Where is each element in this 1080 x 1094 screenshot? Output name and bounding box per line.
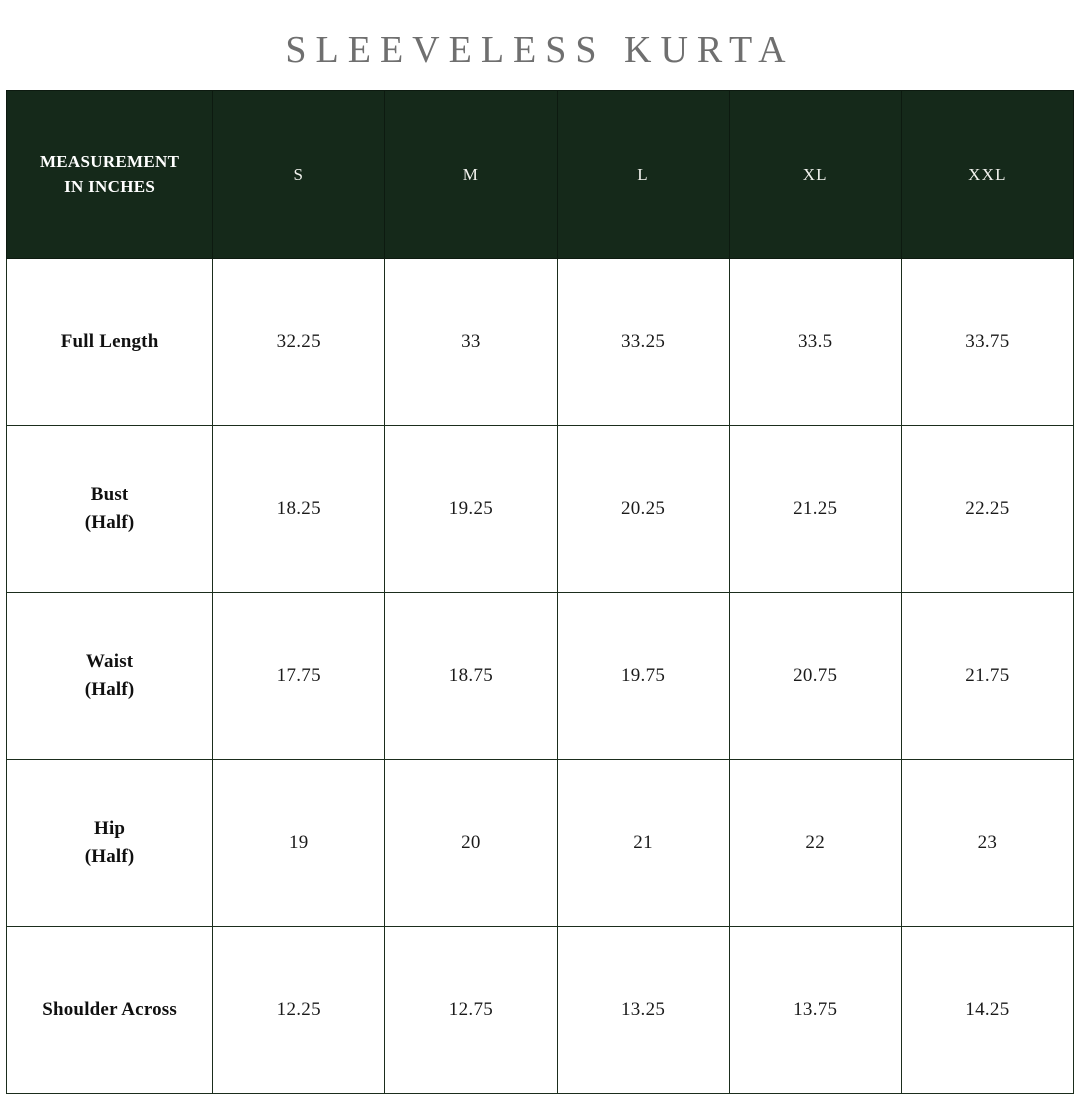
cell-full-length-m: 33 (385, 259, 557, 426)
cell-bust-s: 18.25 (213, 426, 385, 593)
table-header-row (7, 91, 1074, 259)
cell-full-length-xxl: 33.75 (901, 259, 1073, 426)
table-row (7, 259, 1074, 426)
cell-waist-xl: 20.75 (729, 593, 901, 760)
row-label-hip (7, 760, 213, 927)
row-label-line: Bust (90, 484, 129, 506)
row-label-line: Hip (93, 818, 126, 840)
cell-full-length-l: 33.25 (557, 259, 729, 426)
cell-shoulder-s: 12.25 (213, 927, 385, 1094)
size-chart-table (6, 90, 1074, 1094)
row-label-bust (7, 426, 213, 593)
row-label-waist (7, 593, 213, 760)
table-row (7, 593, 1074, 760)
header-measurement-label (7, 91, 213, 259)
header-size-xl: XL (729, 91, 901, 259)
row-label-sub: (Half) (84, 679, 135, 700)
cell-hip-xxl: 23 (901, 760, 1073, 927)
table-body (7, 259, 1074, 1094)
row-label-line: Full Length (60, 331, 159, 353)
row-label-shoulder-across (7, 927, 213, 1094)
header-size-s: S (213, 91, 385, 259)
cell-shoulder-xl: 13.75 (729, 927, 901, 1094)
cell-shoulder-xxl: 14.25 (901, 927, 1073, 1094)
row-label-sub: (Half) (84, 512, 135, 533)
table-row (7, 927, 1074, 1094)
cell-hip-s: 19 (213, 760, 385, 927)
row-label-sub: (Half) (84, 846, 135, 867)
cell-waist-l: 19.75 (557, 593, 729, 760)
header-size-m: M (385, 91, 557, 259)
cell-bust-m: 19.25 (385, 426, 557, 593)
cell-waist-xxl: 21.75 (901, 593, 1073, 760)
header-measurement-line-2: IN INCHES (64, 176, 156, 196)
header-measurement-line-1: MEASUREMENT (39, 151, 180, 171)
size-chart-container (0, 90, 1080, 1094)
cell-bust-l: 20.25 (557, 426, 729, 593)
cell-waist-s: 17.75 (213, 593, 385, 760)
row-label-line: Waist (85, 651, 134, 673)
cell-hip-xl: 22 (729, 760, 901, 927)
page-title: SLEEVELESS KURTA (285, 29, 795, 71)
header-size-xxl: XXL (901, 91, 1073, 259)
cell-shoulder-m: 12.75 (385, 927, 557, 1094)
table-row (7, 760, 1074, 927)
table-row (7, 426, 1074, 593)
cell-waist-m: 18.75 (385, 593, 557, 760)
cell-bust-xxl: 22.25 (901, 426, 1073, 593)
cell-full-length-s: 32.25 (213, 259, 385, 426)
row-label-full-length (7, 259, 213, 426)
header-size-l: L (557, 91, 729, 259)
cell-hip-l: 21 (557, 760, 729, 927)
row-label-line: Shoulder Across (42, 999, 177, 1021)
cell-hip-m: 20 (385, 760, 557, 927)
cell-bust-xl: 21.25 (729, 426, 901, 593)
table-header (7, 91, 1074, 259)
cell-full-length-xl: 33.5 (729, 259, 901, 426)
cell-shoulder-l: 13.25 (557, 927, 729, 1094)
